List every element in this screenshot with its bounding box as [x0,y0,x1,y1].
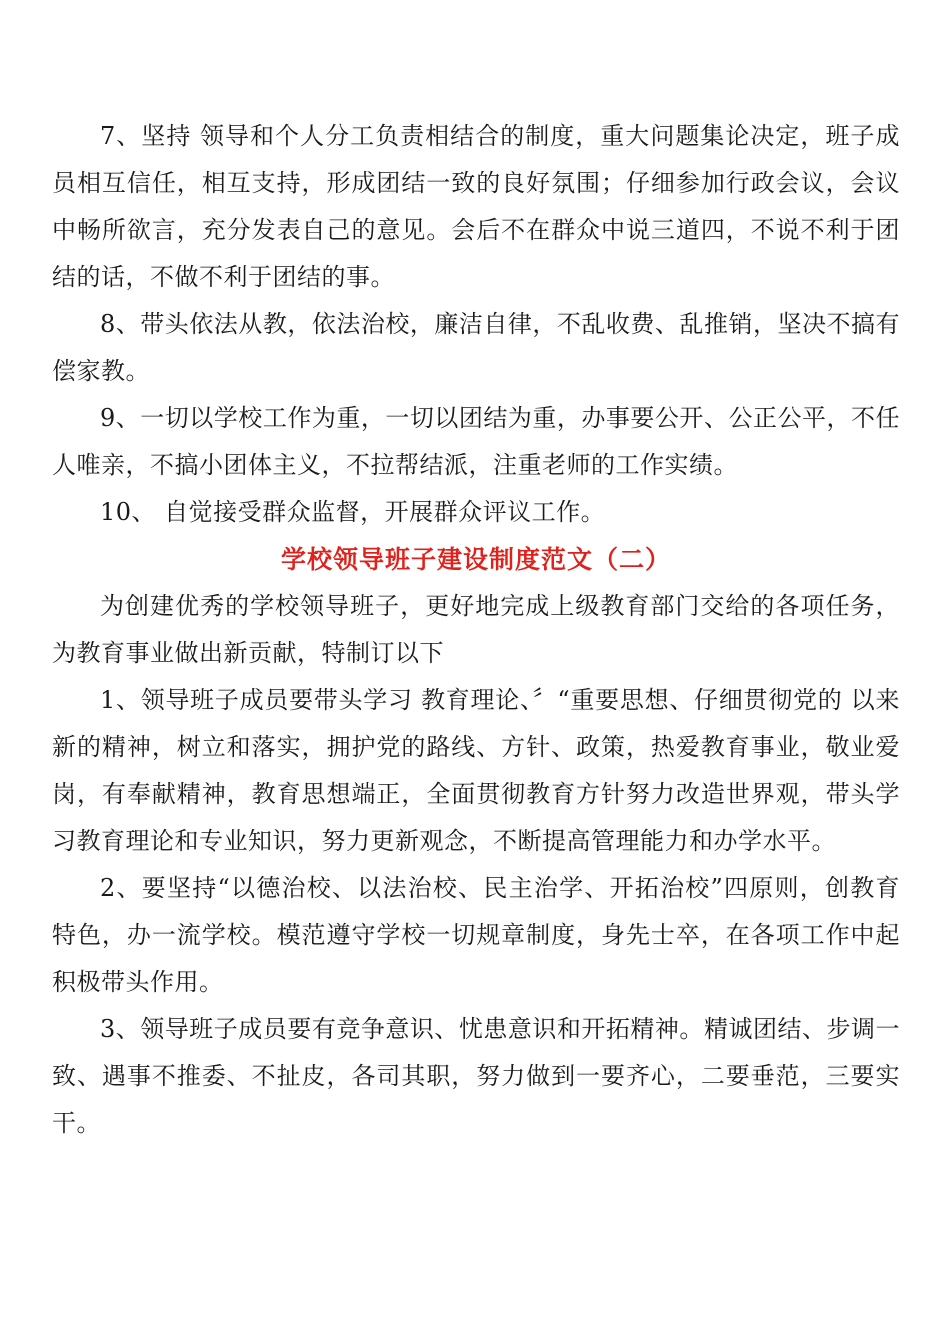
paragraph-item-9: 9、一切以学校工作为重，一切以团结为重，办事要公开、公正公平，不任人唯亲，不搞小团体主义，不拉帮结派，注重老师的工作实绩。 [52,404,900,479]
intro-paragraph: 为创建优秀的学校领导班子，更好地完成上级教育部门交给的各项任务，为教育事业做出新贡献，特制订以下 [52,592,900,667]
paragraph-item-1: 1、领导班子成员要带头学习 教育理论、〞“重要思想、仔细贯彻党的 以来新的精神，树立和落实，拥护党的路线、方针、政策，热爱教育事业，敬业爱岗，有奉献精神，教育思想端正，全面贯彻教育方针努力改造世界观，带头学习教育理论和专业知识，努力更新观念，不断提高管理能力和办学水平。 [52,686,900,855]
document-body [52,113,900,1147]
paragraph-item-7: 7、坚持 领导和个人分工负责相结合的制度，重大问题集论决定，班子成员相互信任，相互支持，形成团结一致的良好氛围；仔细参加行政会议，会议中畅所欲言，充分发表自己的意见。会后不在群众中说三道四，不说不利于团结的话，不做不利于团结的事。 [52,122,900,291]
paragraph-item-2: 2、要坚持“以德治校、以法治校、民主治学、开拓治校”四原则，创教育特色，办一流学校。模范遵守学校一切规章制度，身先士卒，在各项工作中起积极带头作用。 [52,874,900,996]
paragraph-item-3: 3、领导班子成员要有竞争意识、忧患意识和开拓精神。精诚团结、步调一致、遇事不推委、不扯皮，各司其职，努力做到一要齐心，二要垂范，三要实干。 [52,1015,900,1137]
paragraph-item-10: 10、 自觉接受群众监督，开展群众评议工作。 [100,498,606,526]
paragraph-item-8: 8、带头依法从教，依法治校，廉洁自律，不乱收费、乱推销，坚决不搞有偿家教。 [52,310,900,385]
section-title: 学校领导班子建设制度范文（二） [280,545,671,574]
